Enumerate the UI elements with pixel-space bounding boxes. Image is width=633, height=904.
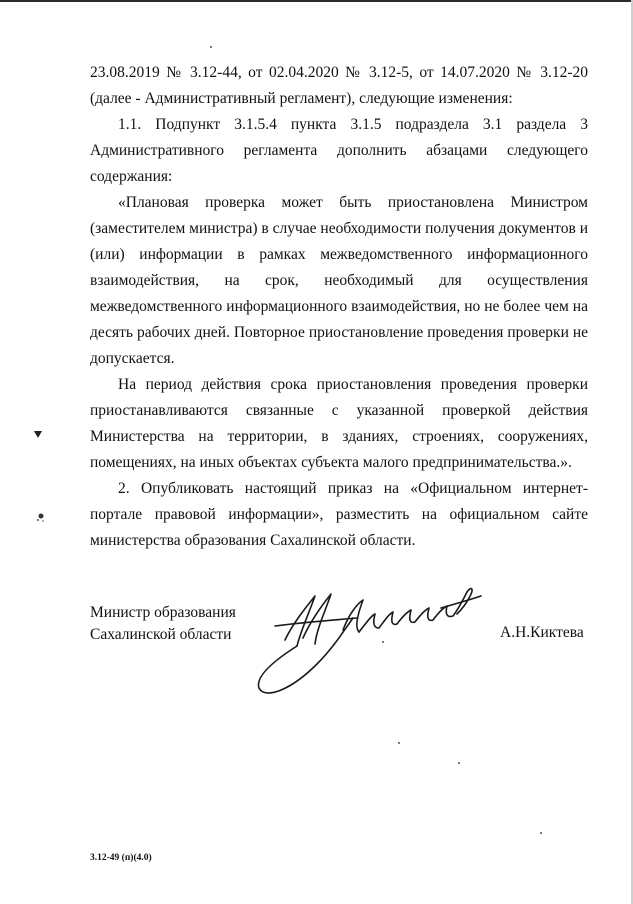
scan-speck: [458, 762, 460, 764]
paragraph-2: 2. Опубликовать настоящий приказ на «Официальном интернет-портале правовой информации», разместить на официальном сайте министерства образования Сахалинской области.: [90, 480, 588, 549]
scan-top-edge: [0, 0, 633, 2]
paragraph-continuation: 23.08.2019 № 3.12-44, от 02.04.2020 № 3.12-5, от 14.07.2020 № 3.12-20 (далее - Административный регламент), следующие изменения:: [90, 64, 588, 107]
position-line-1: Министр образования: [90, 604, 236, 621]
scan-speck: [398, 742, 400, 744]
signatory-position: [90, 602, 236, 646]
handwritten-signature: [245, 568, 495, 708]
position-line-2: Сахалинской области: [90, 626, 232, 643]
quote-paragraph-2: На период действия срока приостановления проведения проверки приостанавливаются связанные с указанной проверкой действия Министерства на территории, в зданиях, строениях, сооружениях, помещениях, на иных объектах субъекта малого предпринимательства.».: [90, 376, 588, 471]
quote-paragraph-1: «Плановая проверка может быть приостановлена Министром (заместителем министра) в случае необходимости получения документов и (или) информации в рамках межведомственного информационного взаимодействия, на срок, необходимый для осуществления межведомственного информационного взаимодействия, но не более чем на десять рабочих дней. Повторное приостановление проведения проверки не допускается.: [90, 194, 588, 367]
scan-artifact-mark: [36, 512, 46, 522]
scan-artifact-mark: [34, 431, 42, 438]
paragraph-1-1: 1.1. Подпункт 3.1.5.4 пункта 3.1.5 подраздела 3.1 раздела 3 Административного регламента дополнить абзацами следующего содержания:: [90, 116, 588, 185]
scan-speck: [210, 46, 212, 48]
signatory-name: А.Н.Киктева: [500, 624, 584, 641]
scan-speck: [540, 832, 542, 834]
document-code: 3.12-49 (п)(4.0): [90, 853, 152, 863]
scan-speck: [382, 641, 384, 643]
